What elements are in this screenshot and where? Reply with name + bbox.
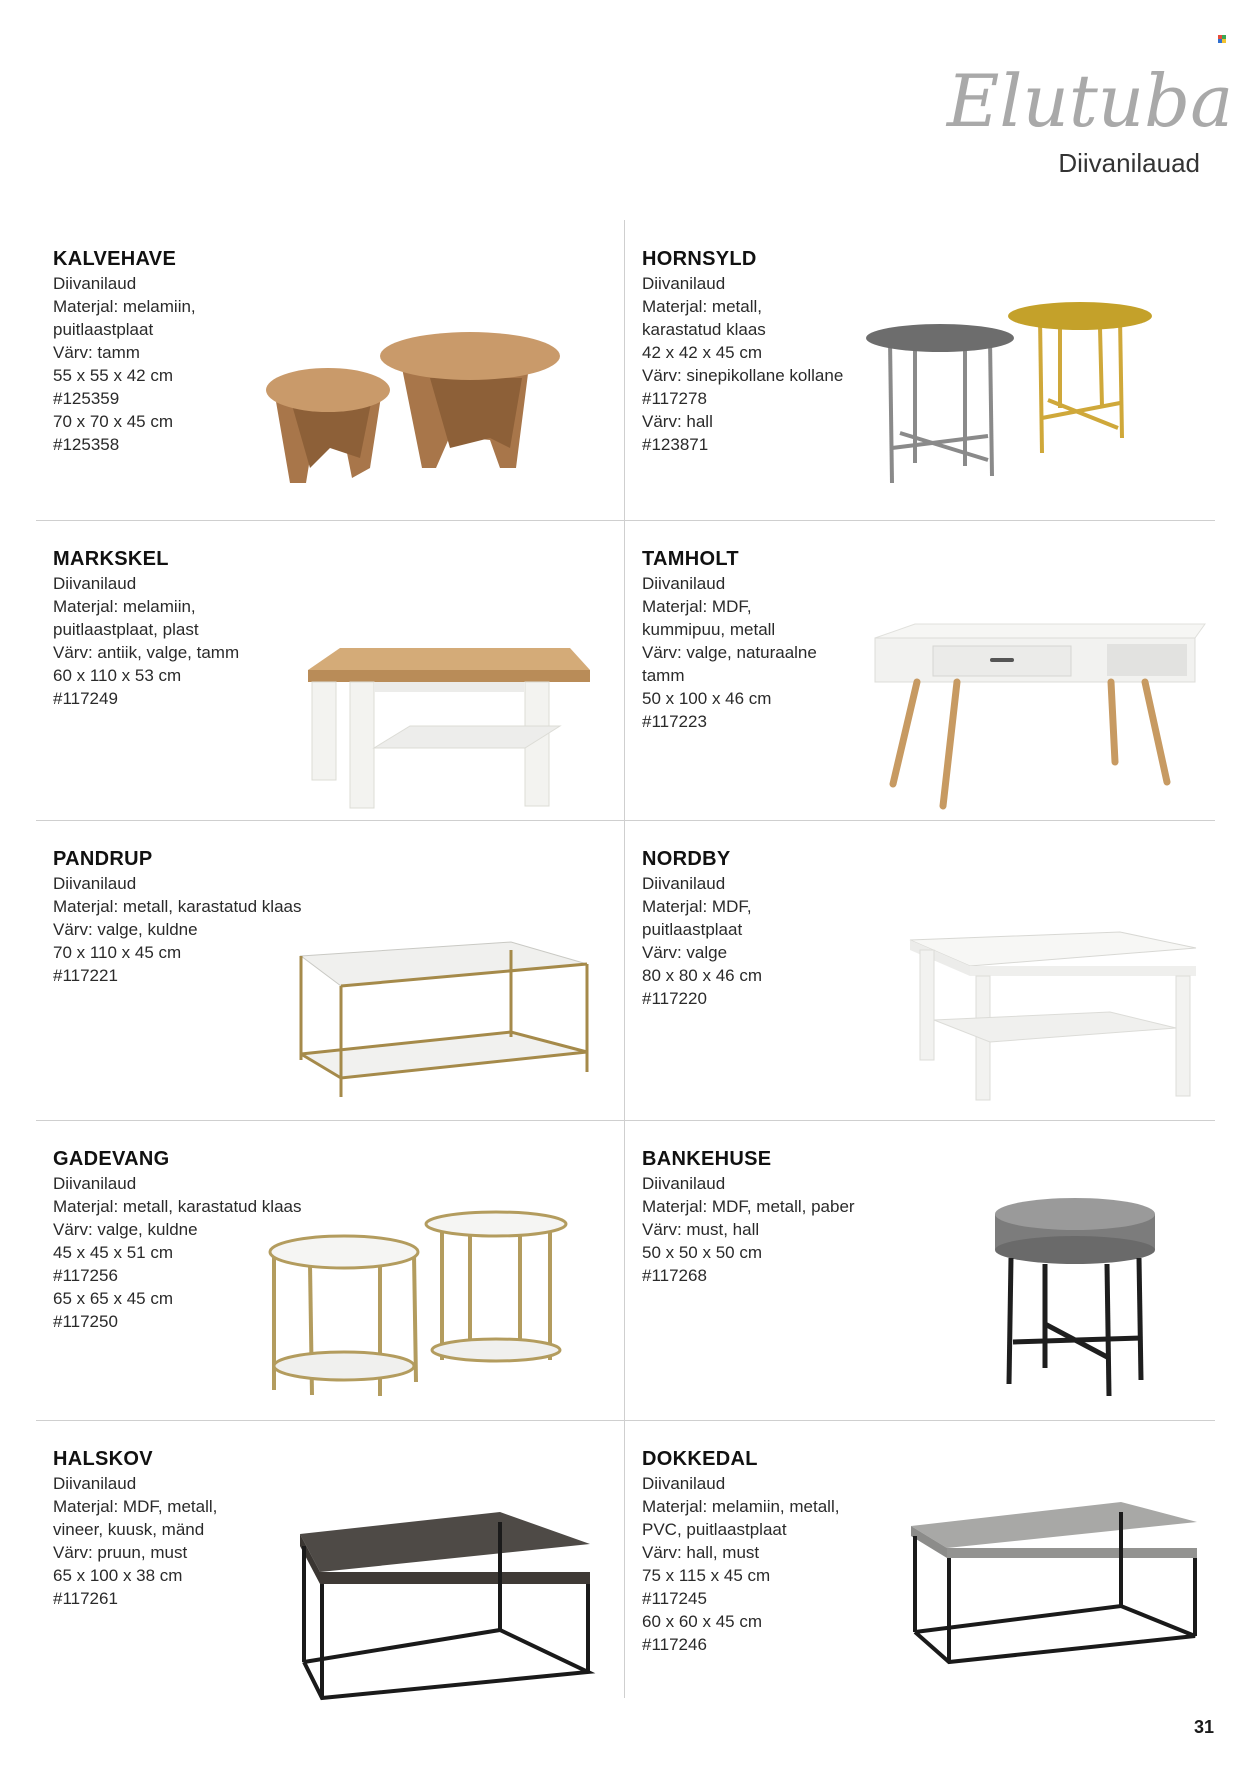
product-name: BANKEHUSE	[642, 1148, 772, 1170]
product-name: PANDRUP	[53, 848, 153, 870]
product-category: Diivanilaud	[53, 274, 137, 293]
grey-concrete-table-icon	[911, 1502, 1201, 1672]
product-category: Diivanilaud	[642, 1474, 726, 1493]
product-color-cont: tamm	[642, 666, 685, 685]
product-code: #117268	[642, 1266, 707, 1285]
gold-glass-table-icon	[301, 942, 591, 1102]
product-color: Värv: sinepikollane kollane	[642, 366, 844, 385]
product-name: KALVEHAVE	[53, 248, 177, 270]
product-code: #117246	[642, 1635, 707, 1654]
product-size: 42 x 42 x 45 cm	[642, 343, 763, 362]
page-number: 31	[1193, 1717, 1214, 1737]
brand-logo-icon	[1218, 35, 1226, 43]
product-code: #123871	[642, 435, 709, 454]
product-material-cont: puitlaastplaat	[642, 920, 743, 939]
product-kalvehave[interactable]	[36, 220, 626, 520]
product-material: Materjal: metall,	[642, 297, 762, 316]
product-color: Värv: valge, kuldne	[53, 920, 198, 939]
product-code: #125359	[53, 389, 120, 408]
product-material-cont: kummipuu, metall	[642, 620, 776, 639]
product-name: DOKKEDAL	[642, 1448, 758, 1470]
product-material: Materjal: MDF,	[642, 597, 752, 616]
metal-side-tables-icon	[870, 288, 1200, 493]
product-code: #117256	[53, 1266, 118, 1285]
product-code: #125358	[53, 435, 120, 454]
product-code: #117245	[642, 1589, 707, 1608]
script-title-text: Elutuba	[946, 59, 1234, 143]
white-oak-coffee-table-icon	[300, 628, 590, 808]
gold-round-tables-icon	[260, 1200, 590, 1405]
product-color: Värv: valge, kuldne	[53, 1220, 198, 1239]
product-material: Materjal: MDF, metall,	[53, 1497, 218, 1516]
product-markskel[interactable]	[36, 520, 626, 820]
product-size: 70 x 70 x 45 cm	[53, 412, 174, 431]
product-code: #117220	[642, 989, 707, 1008]
product-category: Diivanilaud	[53, 1174, 137, 1193]
product-size: 75 x 115 x 45 cm	[642, 1566, 771, 1585]
product-category: Diivanilaud	[53, 574, 137, 593]
product-color: Värv: valge	[642, 943, 728, 962]
product-material-cont: PVC, puitlaastplaat	[642, 1520, 787, 1539]
product-hornsyld[interactable]	[625, 220, 1215, 520]
product-size: 80 x 80 x 46 cm	[642, 966, 763, 985]
white-drawer-table-icon	[875, 620, 1205, 810]
product-bankehuse[interactable]	[625, 1120, 1215, 1420]
product-material-cont: vineer, kuusk, mänd	[53, 1520, 205, 1539]
section-subtitle: Diivanilauad	[1058, 148, 1200, 178]
product-pandrup[interactable]	[36, 820, 626, 1120]
product-size: 55 x 55 x 42 cm	[53, 366, 174, 385]
product-code: #117250	[53, 1312, 118, 1331]
product-category: Diivanilaud	[642, 274, 726, 293]
product-name: GADEVANG	[53, 1148, 170, 1170]
product-material: Materjal: melamiin, metall,	[642, 1497, 840, 1516]
product-code: #117278	[642, 389, 707, 408]
product-code: #117221	[53, 966, 118, 985]
product-color: Värv: tamm	[53, 343, 140, 362]
product-size: 60 x 110 x 53 cm	[53, 666, 182, 685]
product-material: Materjal: melamiin,	[53, 597, 196, 616]
product-name: MARKSKEL	[53, 548, 169, 570]
section-script-title	[946, 44, 1234, 154]
product-color: Värv: pruun, must	[53, 1543, 188, 1562]
product-material: Materjal: metall, karastatud klaas	[53, 897, 302, 916]
product-material: Materjal: MDF, metall, paber	[642, 1197, 855, 1216]
dark-wood-table-icon	[300, 1512, 592, 1702]
product-category: Diivanilaud	[642, 574, 726, 593]
product-code: #117223	[642, 712, 707, 731]
product-size: 70 x 110 x 45 cm	[53, 943, 182, 962]
product-name: TAMHOLT	[642, 548, 739, 570]
product-nordby[interactable]	[625, 820, 1215, 1120]
product-color: Värv: valge, naturaalne	[642, 643, 817, 662]
product-color: Värv: hall	[642, 412, 713, 431]
product-material-cont: puitlaastplaat, plast	[53, 620, 199, 639]
product-color: Värv: must, hall	[642, 1220, 760, 1239]
product-material: Materjal: MDF,	[642, 897, 752, 916]
product-code: #117261	[53, 1589, 118, 1608]
product-size: 65 x 100 x 38 cm	[53, 1566, 183, 1585]
product-category: Diivanilaud	[53, 874, 137, 893]
product-material-cont: karastatud klaas	[642, 320, 766, 339]
product-gadevang[interactable]	[36, 1120, 626, 1420]
white-square-table-icon	[910, 932, 1200, 1102]
product-category: Diivanilaud	[53, 1474, 137, 1493]
product-size: 60 x 60 x 45 cm	[642, 1612, 763, 1631]
wooden-round-tables-icon	[260, 318, 590, 498]
product-color: Värv: antiik, valge, tamm	[53, 643, 240, 662]
product-code: #117249	[53, 689, 118, 708]
product-name: NORDBY	[642, 848, 731, 870]
product-halskov[interactable]	[36, 1420, 626, 1720]
product-material: Materjal: melamiin,	[53, 297, 196, 316]
product-size: 50 x 50 x 50 cm	[642, 1243, 763, 1262]
concrete-side-table-icon	[995, 1198, 1165, 1398]
product-size: 50 x 100 x 46 cm	[642, 689, 772, 708]
product-category: Diivanilaud	[642, 1174, 726, 1193]
product-tamholt[interactable]	[625, 520, 1215, 820]
product-material: Materjal: metall, karastatud klaas	[53, 1197, 302, 1216]
product-category: Diivanilaud	[642, 874, 726, 893]
product-size: 65 x 65 x 45 cm	[53, 1289, 174, 1308]
product-color: Värv: hall, must	[642, 1543, 760, 1562]
product-dokkedal[interactable]	[625, 1420, 1215, 1720]
product-size: 45 x 45 x 51 cm	[53, 1243, 174, 1262]
product-material-cont: puitlaastplaat	[53, 320, 154, 339]
product-name: HORNSYLD	[642, 248, 757, 270]
product-name: HALSKOV	[53, 1448, 153, 1470]
